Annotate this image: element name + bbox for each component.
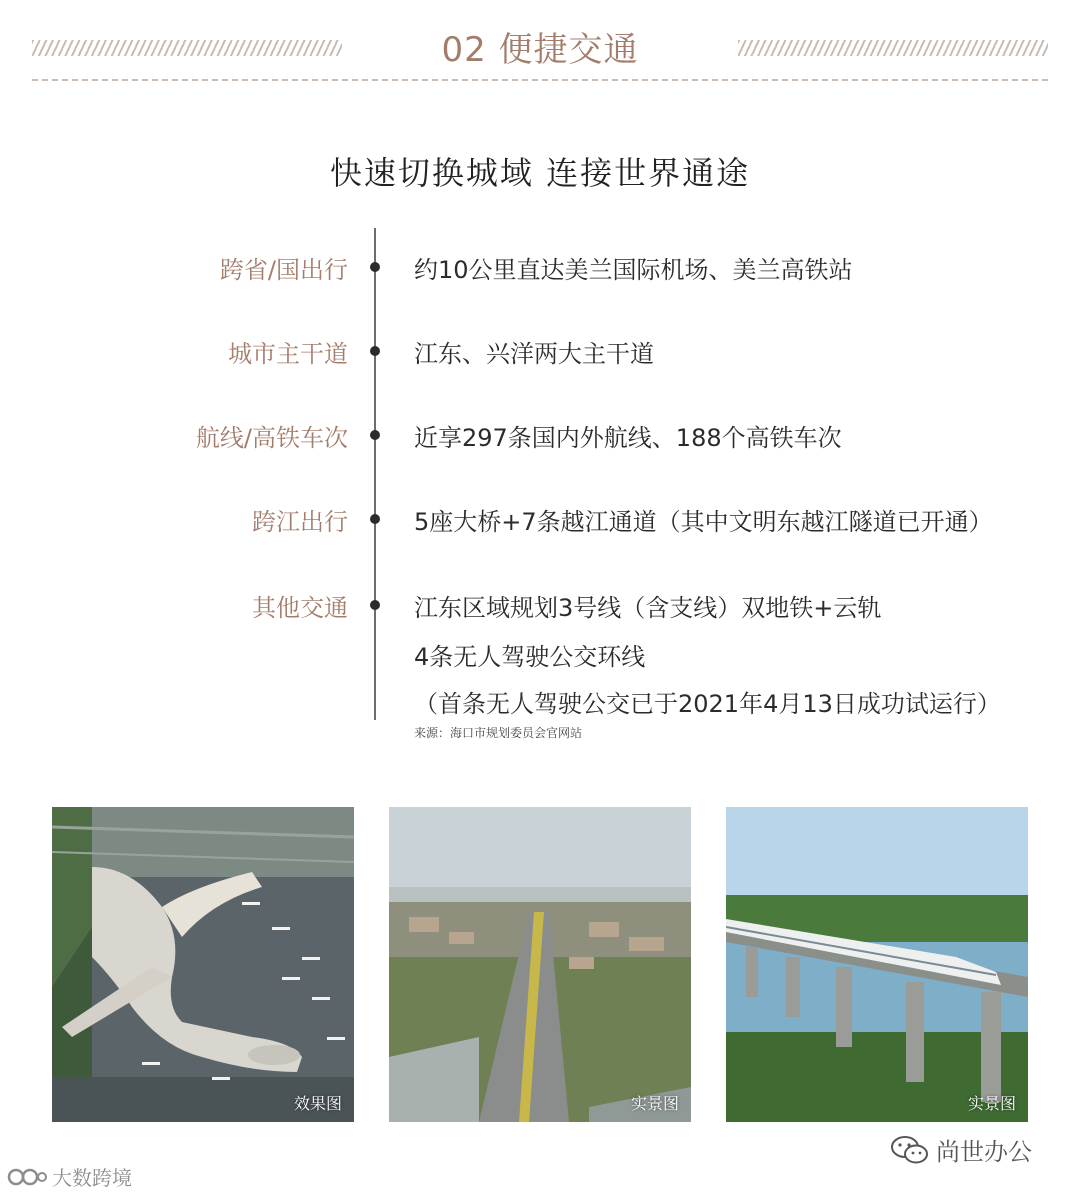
- header-divider: [32, 79, 1048, 81]
- row-text-river-crossing: 5座大桥+7条越江通道（其中文明东越江隧道已开通）: [414, 508, 993, 536]
- wechat-icon: [890, 1134, 930, 1166]
- photo-road: [389, 807, 691, 1122]
- row-text-other-line-2: 4条无人驾驶公交环线: [414, 643, 646, 671]
- photo-caption-road: 实景图: [630, 1094, 679, 1113]
- photo-airport: [52, 807, 354, 1122]
- airport-image: [52, 807, 354, 1122]
- photo-caption-train: 实景图: [967, 1094, 1016, 1113]
- road-image: [389, 807, 691, 1122]
- section-title: 02 便捷交通: [441, 30, 639, 70]
- row-label-river-crossing: 跨江出行: [252, 508, 348, 536]
- row-text-main-roads: 江东、兴洋两大主干道: [414, 340, 654, 368]
- timeline-dot: [370, 600, 380, 610]
- watermark-right-text: 尚世办公: [936, 1138, 1032, 1166]
- row-text-other-line-3: （首条无人驾驶公交已于2021年4月13日成功试运行）: [414, 690, 1001, 718]
- photo-train: [726, 807, 1028, 1122]
- row-text-flights-trains: 近享297条国内外航线、188个高铁车次: [414, 424, 842, 452]
- timeline-dot: [370, 262, 380, 272]
- watermark-left: [6, 1162, 132, 1191]
- row-label-other-transport: 其他交通: [252, 594, 348, 622]
- train-image: [726, 807, 1028, 1122]
- row-label-cross-province: 跨省/国出行: [219, 256, 348, 284]
- timeline-dot: [370, 514, 380, 524]
- timeline-dot: [370, 430, 380, 440]
- photo-caption-airport: 效果图: [293, 1094, 342, 1113]
- timeline-dot: [370, 346, 380, 356]
- row-label-flights-trains: 航线/高铁车次: [195, 424, 348, 452]
- watermark-left-text: 大数跨境: [52, 1166, 132, 1190]
- row-text-other-line-1: 江东区域规划3号线（含支线）双地铁+云轨: [414, 594, 882, 622]
- row-label-main-roads: 城市主干道: [228, 340, 348, 368]
- watermark-right: [890, 1132, 1032, 1167]
- timeline-line: [374, 228, 376, 720]
- watermark-logo-icon: [6, 1165, 48, 1189]
- row-text-cross-province: 约10公里直达美兰国际机场、美兰高铁站: [414, 256, 853, 284]
- page-subtitle: 快速切换城域 连接世界通途: [329, 154, 751, 192]
- source-note: 来源：海口市规划委员会官网站: [414, 726, 583, 740]
